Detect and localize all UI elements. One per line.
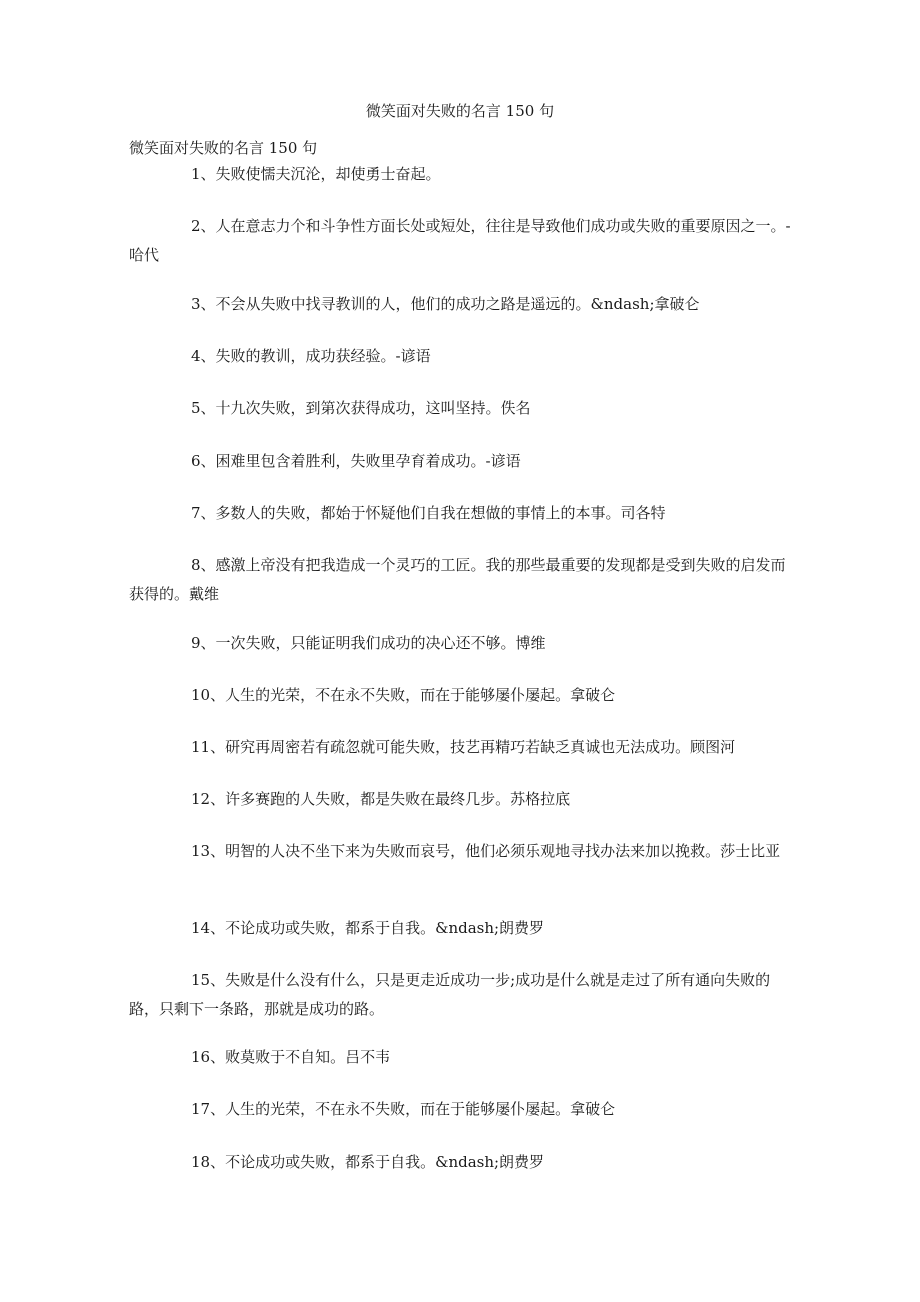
quote-item: 1、失败使懦夫沉沦，却使勇士奋起。 bbox=[191, 165, 441, 183]
quote-item: 7、多数人的失败，都始于怀疑他们自我在想做的事情上的本事。司各特 bbox=[191, 504, 666, 522]
quote-item: 17、人生的光荣，不在永不失败，而在于能够屡仆屡起。拿破仑 bbox=[191, 1100, 616, 1118]
document-title: 微笑面对失败的名言 150 句 bbox=[365, 102, 555, 120]
quote-item: 13、明智的人决不坐下来为失败而哀号，他们必须乐观地寻找办法来加以挽救。莎士比亚 bbox=[191, 842, 781, 860]
quote-item: 5、十九次失败，到第次获得成功，这叫坚持。佚名 bbox=[191, 399, 531, 417]
quote-item: 14、不论成功或失败，都系于自我。&ndash;朗费罗 bbox=[191, 919, 545, 937]
quote-item: 12、许多赛跑的人失败，都是失败在最终几步。苏格拉底 bbox=[191, 790, 571, 808]
quote-item: 2、人在意志力个和斗争性方面长处或短处，往往是导致他们成功或失败的重要原因之一。-哈代 bbox=[129, 217, 791, 264]
quote-item: 8、感激上帝没有把我造成一个灵巧的工匠。我的那些最重要的发现都是受到失败的启发而获得的。戴维 bbox=[129, 556, 786, 603]
quote-item: 9、一次失败，只能证明我们成功的决心还不够。博维 bbox=[191, 634, 546, 652]
quote-item: 18、不论成功或失败，都系于自我。&ndash;朗费罗 bbox=[191, 1153, 545, 1171]
quote-item: 11、研究再周密若有疏忽就可能失败，技艺再精巧若缺乏真诚也无法成功。顾图河 bbox=[191, 738, 736, 756]
quote-item: 4、失败的教训，成功获经验。-谚语 bbox=[191, 347, 431, 365]
quote-item: 15、失败是什么没有什么，只是更走近成功一步;成功是什么就是走过了所有通向失败的路，只剩下一条路，那就是成功的路。 bbox=[129, 971, 771, 1018]
quote-item: 10、人生的光荣，不在永不失败，而在于能够屡仆屡起。拿破仑 bbox=[191, 686, 616, 704]
quote-item: 16、败莫败于不自知。吕不韦 bbox=[191, 1048, 391, 1066]
document-subtitle: 微笑面对失败的名言 150 句 bbox=[129, 139, 318, 157]
quote-item: 3、不会从失败中找寻教训的人，他们的成功之路是遥远的。&ndash;拿破仑 bbox=[191, 295, 700, 313]
quote-item: 6、困难里包含着胜利，失败里孕育着成功。-谚语 bbox=[191, 452, 521, 470]
